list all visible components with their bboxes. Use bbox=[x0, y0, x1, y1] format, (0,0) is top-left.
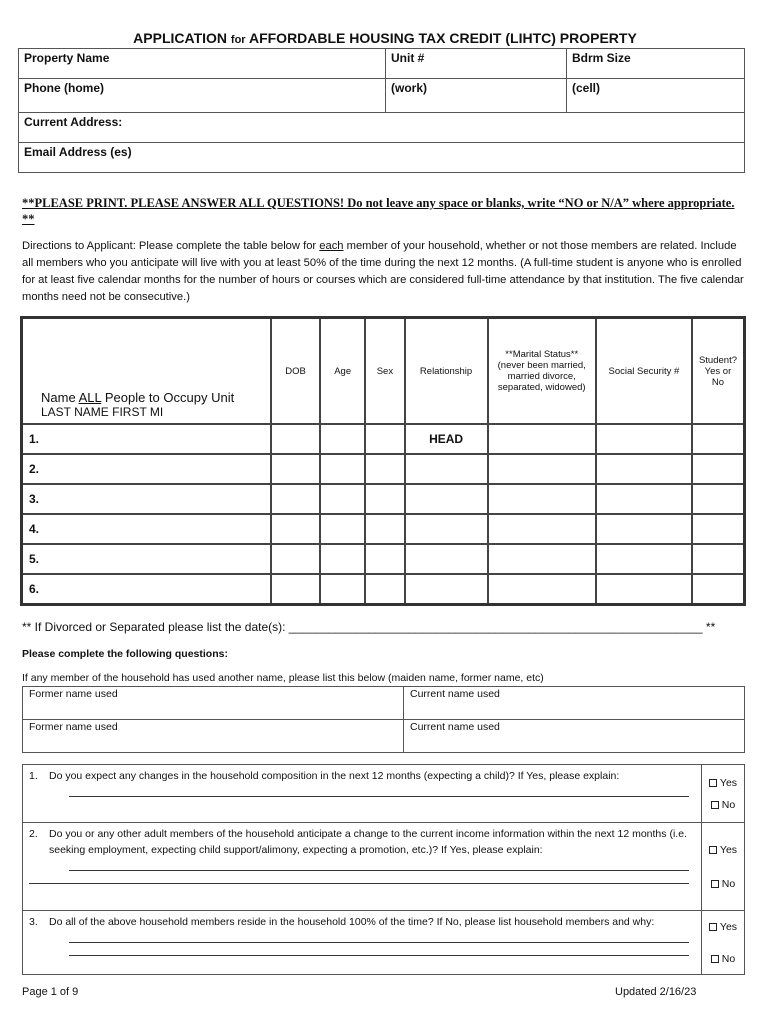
applicant-info-table bbox=[18, 48, 745, 173]
member-name-cell[interactable]: 1. bbox=[22, 424, 271, 454]
student-cell[interactable] bbox=[692, 574, 745, 605]
former-names-table bbox=[22, 686, 745, 753]
answer-line[interactable] bbox=[69, 930, 689, 943]
property-name-field[interactable]: Property Name bbox=[19, 49, 386, 79]
sex-cell[interactable] bbox=[365, 454, 404, 484]
yes-checkbox[interactable]: Yes bbox=[702, 919, 744, 935]
relationship-cell[interactable] bbox=[405, 514, 488, 544]
student-cell[interactable] bbox=[692, 544, 745, 574]
name-column-header: Name ALL People to Occupy Unit LAST NAME FIRST MI bbox=[22, 318, 271, 425]
sex-cell[interactable] bbox=[365, 514, 404, 544]
question-1: 1. Do you expect any changes in the household composition in the next 12 months (expecting a child)? If Yes, please explain: bbox=[23, 765, 702, 823]
page-number: Page 1 of 9 bbox=[22, 986, 79, 998]
ssn-cell[interactable] bbox=[596, 544, 692, 574]
answer-line[interactable] bbox=[29, 871, 689, 884]
age-cell[interactable] bbox=[320, 574, 365, 605]
question-3: 3. Do all of the above household members reside in the household 100% of the time? If No, please list household members and why: bbox=[23, 911, 702, 975]
print-instructions: **PLEASE PRINT. PLEASE ANSWER ALL QUESTIONS! Do not leave any space or blanks, write “NO or N/A” where appropriate. ** bbox=[22, 196, 735, 226]
no-checkbox[interactable]: No bbox=[702, 797, 744, 813]
table-row bbox=[22, 424, 745, 454]
email-field[interactable]: Email Address (es) bbox=[19, 143, 745, 173]
ssn-column-header: Social Security # bbox=[596, 318, 692, 425]
sex-cell[interactable] bbox=[365, 544, 404, 574]
question-2: 2. Do you or any other adult members of the household anticipate a change to the current income information within the next 12 months (i.e. seeking employment, expecting child support/alimony, expecting a promotion, etc.)? If Yes, please explain: bbox=[23, 823, 702, 911]
question-row bbox=[23, 823, 745, 911]
answer-line[interactable] bbox=[69, 858, 689, 871]
questions-intro: Please complete the following questions: bbox=[22, 648, 228, 660]
yes-checkbox[interactable]: Yes bbox=[702, 842, 744, 858]
member-name-cell[interactable]: 2. bbox=[22, 454, 271, 484]
age-cell[interactable] bbox=[320, 514, 365, 544]
page-title: APPLICATION for AFFORDABLE HOUSING TAX CREDIT (LIHTC) PROPERTY bbox=[133, 30, 637, 46]
sex-cell[interactable] bbox=[365, 484, 404, 514]
question-2-options bbox=[702, 823, 745, 911]
phone-work-field[interactable]: (work) bbox=[386, 79, 567, 113]
age-cell[interactable] bbox=[320, 424, 365, 454]
household-members-table bbox=[20, 316, 746, 606]
age-cell[interactable] bbox=[320, 484, 365, 514]
former-name-field[interactable]: Former name used bbox=[23, 720, 404, 753]
marital-cell[interactable] bbox=[488, 484, 596, 514]
age-column-header: Age bbox=[320, 318, 365, 425]
current-name-field[interactable]: Current name used bbox=[404, 687, 745, 720]
yes-checkbox[interactable]: Yes bbox=[702, 775, 744, 791]
dob-cell[interactable] bbox=[271, 544, 320, 574]
relationship-column-header: Relationship bbox=[405, 318, 488, 425]
sex-column-header: Sex bbox=[365, 318, 404, 425]
table-row bbox=[22, 544, 745, 574]
relationship-cell[interactable] bbox=[405, 574, 488, 605]
dob-cell[interactable] bbox=[271, 484, 320, 514]
table-row bbox=[22, 514, 745, 544]
ssn-cell[interactable] bbox=[596, 574, 692, 605]
no-checkbox[interactable]: No bbox=[702, 951, 744, 967]
no-checkbox[interactable]: No bbox=[702, 876, 744, 892]
former-names-intro: If any member of the household has used another name, please list this below (maiden name, former name, etc) bbox=[22, 672, 544, 684]
member-name-cell[interactable]: 3. bbox=[22, 484, 271, 514]
member-name-cell[interactable]: 4. bbox=[22, 514, 271, 544]
member-name-cell[interactable]: 5. bbox=[22, 544, 271, 574]
divorce-date-line[interactable]: ** If Divorced or Separated please list the date(s): ______________________________________________________________ ** bbox=[22, 620, 716, 634]
student-cell[interactable] bbox=[692, 484, 745, 514]
former-name-field[interactable]: Former name used bbox=[23, 687, 404, 720]
marital-status-column-header: **Marital Status** (never been married, married divorce, separated, widowed) bbox=[488, 318, 596, 425]
table-row bbox=[22, 484, 745, 514]
sex-cell[interactable] bbox=[365, 574, 404, 605]
age-cell[interactable] bbox=[320, 454, 365, 484]
ssn-cell[interactable] bbox=[596, 424, 692, 454]
dob-cell[interactable] bbox=[271, 424, 320, 454]
member-name-cell[interactable]: 6. bbox=[22, 574, 271, 605]
marital-cell[interactable] bbox=[488, 574, 596, 605]
current-address-field[interactable]: Current Address: bbox=[19, 113, 745, 143]
relationship-cell[interactable] bbox=[405, 454, 488, 484]
ssn-cell[interactable] bbox=[596, 454, 692, 484]
relationship-cell[interactable] bbox=[405, 544, 488, 574]
question-3-options bbox=[702, 911, 745, 975]
dob-cell[interactable] bbox=[271, 454, 320, 484]
relationship-cell[interactable] bbox=[405, 484, 488, 514]
student-cell[interactable] bbox=[692, 424, 745, 454]
student-cell[interactable] bbox=[692, 454, 745, 484]
marital-cell[interactable] bbox=[488, 424, 596, 454]
household-questions-table bbox=[22, 764, 745, 975]
table-row bbox=[22, 574, 745, 605]
dob-cell[interactable] bbox=[271, 514, 320, 544]
bdrm-size-field[interactable]: Bdrm Size bbox=[567, 49, 745, 79]
marital-cell[interactable] bbox=[488, 544, 596, 574]
question-row bbox=[23, 911, 745, 975]
student-column-header: Student? Yes or No bbox=[692, 318, 745, 425]
question-row bbox=[23, 765, 745, 823]
marital-cell[interactable] bbox=[488, 514, 596, 544]
phone-home-field[interactable]: Phone (home) bbox=[19, 79, 386, 113]
dob-cell[interactable] bbox=[271, 574, 320, 605]
answer-line[interactable] bbox=[69, 943, 689, 956]
phone-cell-field[interactable]: (cell) bbox=[567, 79, 745, 113]
answer-line[interactable] bbox=[69, 784, 689, 797]
directions-paragraph: Directions to Applicant: Please complete the table below for each member of your household, whether or not those members are related. Include all members who you anticipate will live with you at least 50% of the time during the next 12 months. (A full-time student is anyone who is enrolled for at least five calendar months for the number of hours or courses which are considered full-time attendance by that institution. The five calendar months need not be consecutive.) bbox=[22, 240, 744, 303]
updated-date: Updated 2/16/23 bbox=[615, 986, 697, 998]
unit-field[interactable]: Unit # bbox=[386, 49, 567, 79]
current-name-field[interactable]: Current name used bbox=[404, 720, 745, 753]
table-row bbox=[22, 454, 745, 484]
dob-column-header: DOB bbox=[271, 318, 320, 425]
question-1-options bbox=[702, 765, 745, 823]
student-cell[interactable] bbox=[692, 514, 745, 544]
sex-cell[interactable] bbox=[365, 424, 404, 454]
ssn-cell[interactable] bbox=[596, 484, 692, 514]
ssn-cell[interactable] bbox=[596, 514, 692, 544]
age-cell[interactable] bbox=[320, 544, 365, 574]
relationship-cell[interactable]: HEAD bbox=[405, 424, 488, 454]
marital-cell[interactable] bbox=[488, 454, 596, 484]
